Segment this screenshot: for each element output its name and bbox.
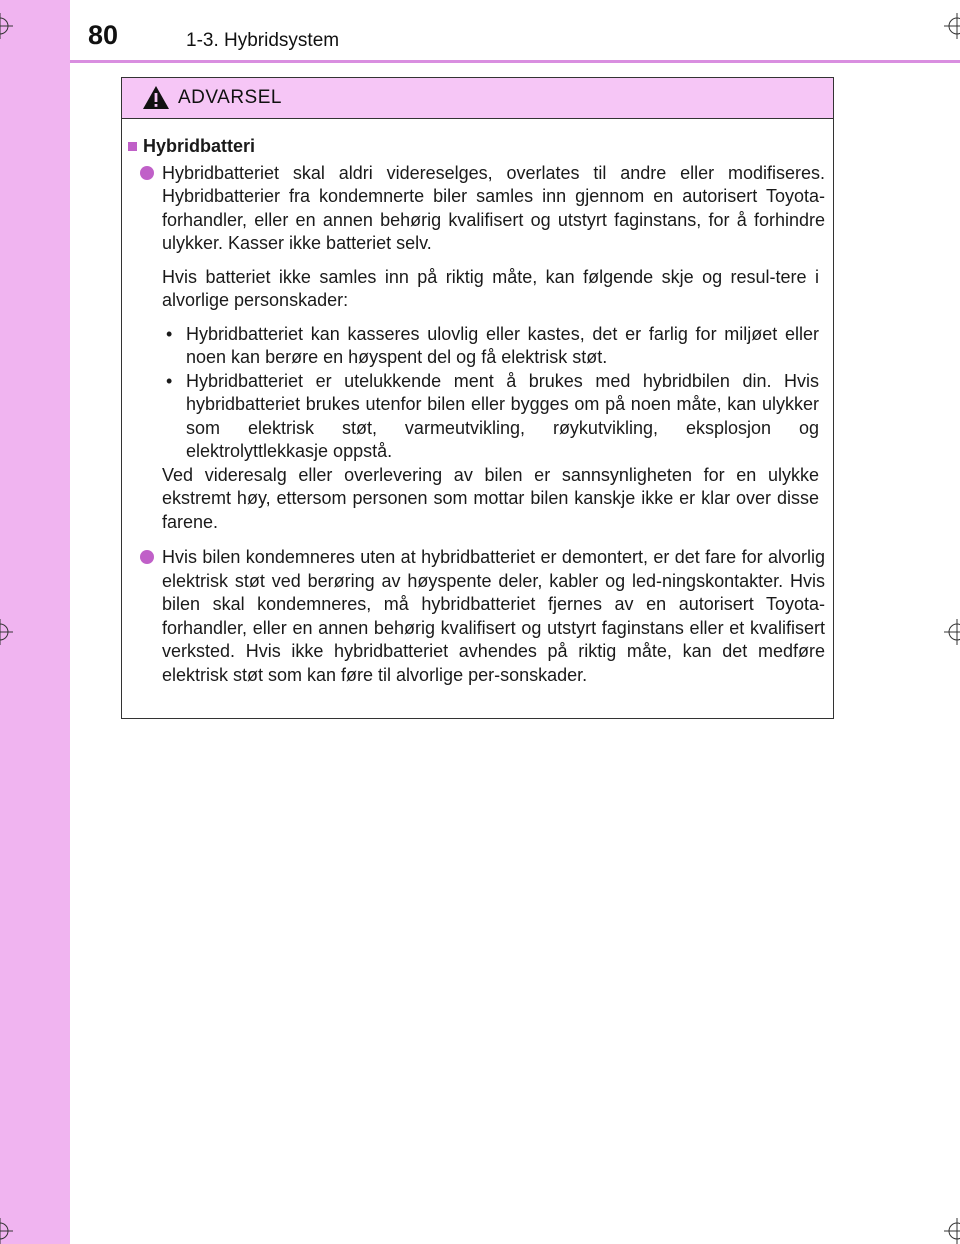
crop-mark-icon [0, 619, 13, 645]
warning-box [121, 77, 834, 719]
crop-mark-icon [944, 1218, 960, 1244]
crop-mark-icon [944, 13, 960, 39]
circle-bullet-icon [140, 166, 154, 180]
bullet-item [162, 370, 819, 464]
paragraph: Hvis batteriet ikke samles inn på riktig måte, kan følgende skje og resul-tere i alvorlige personskader: [162, 266, 819, 310]
warning-title: ADVARSEL [178, 87, 282, 108]
bullet-item [162, 323, 819, 370]
warning-header [122, 78, 833, 119]
dot-bullet-icon: • [166, 323, 173, 344]
paragraph: Hvis bilen kondemneres uten at hybridbatteriet er demontert, er det fare for alvorlig elektrisk støt ved berøring av høyspente deler, kabler og led-ningskontakter. Hvis bilen skal kondemneres, må hybridbatteriet fjernes av en autorisert Toyota-forhandler, eller en annen behørig kvalifisert og utstyrt faginstans eller et kvalifisert verksted. Hvis ikke hybridbatteriet avhendes på riktig måte, kan det medføre elektrisk støt som kan føre til alvorlige per-sonskader. [162, 547, 825, 685]
paragraph: Hybridbatteriet skal aldri videreselges, overlates til andre eller modifiseres. Hybridbatterier fra kondemnerte biler samles inn gjennom en autorisert Toyota-forhandler, eller en annen behørig kvalifisert og utstyrt faginstans, for å forhindre ulykker. Kasser ikke batteriet selv. [162, 162, 825, 253]
square-bullet-icon [128, 142, 137, 151]
bullet-list [162, 323, 819, 464]
sub-heading [128, 135, 825, 159]
warning-triangle-icon [142, 85, 170, 115]
list-item [128, 546, 825, 687]
circle-bullet-icon [140, 550, 154, 564]
list-item [128, 162, 825, 535]
list-item-content [162, 162, 825, 535]
paragraph: Ved videresalg eller overlevering av bilen er sannsynligheten for en ulykke ekstremt høy, ettersom personen som mottar bilen kanskje ikke er klar over disse farene. [162, 464, 819, 532]
dot-bullet-icon: • [166, 370, 173, 391]
crop-mark-icon [0, 1218, 13, 1244]
crop-mark-icon [944, 619, 960, 645]
header-rule [70, 60, 960, 63]
bullet-text: Hybridbatteriet kan kasseres ulovlig eller kastes, det er farlig for miljøet eller noen kan berøre en høyspent del og få elektrisk støt. [186, 323, 819, 367]
sub-heading-text: Hybridbatteri [143, 136, 256, 156]
section-title: 1-3. Hybridsystem [186, 30, 340, 51]
crop-mark-icon [0, 13, 13, 39]
warning-body [122, 119, 833, 687]
bullet-text: Hybridbatteriet er utelukkende ment å brukes med hybridbilen din. Hvis hybridbatteriet brukes utenfor bilen eller bygges om på noen måte, kan ulykker som elektrisk støt, varmeutvikling, røykutvikling, eksplosjon og elektrolyttlekkasje oppstå. [186, 370, 819, 461]
page-number: 80 [88, 20, 119, 50]
